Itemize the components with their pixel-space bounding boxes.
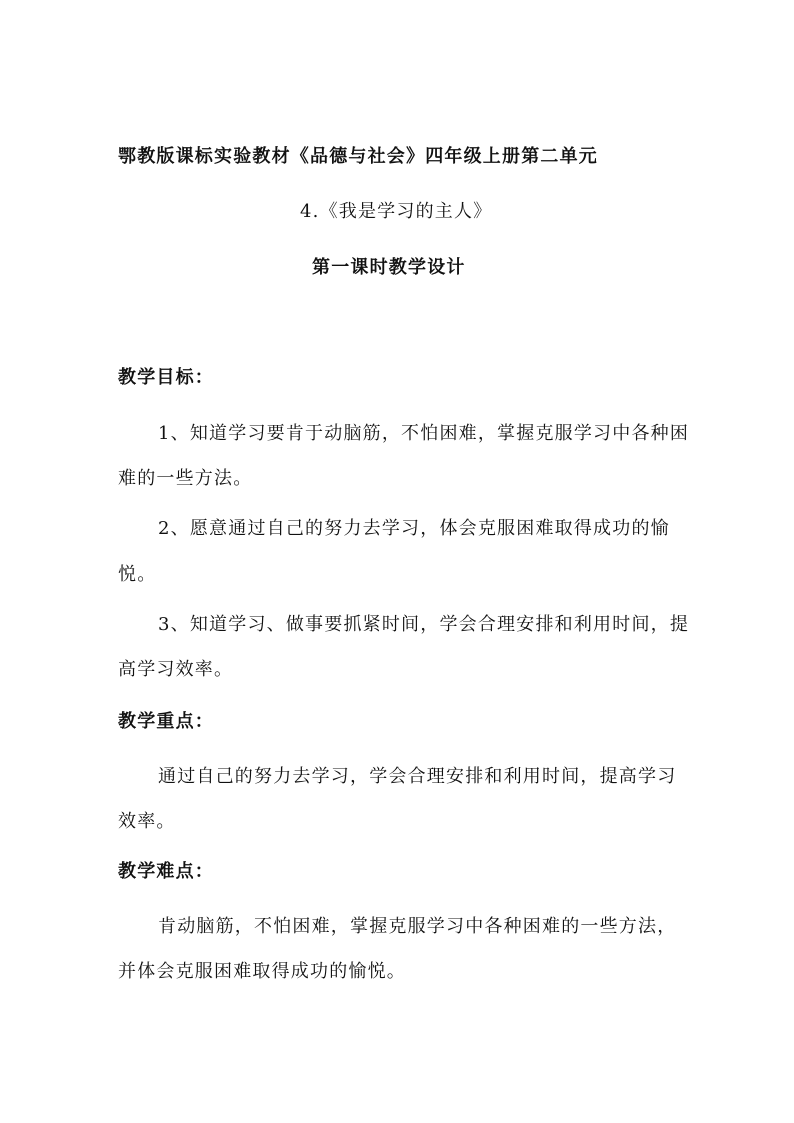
goal-item-3-line-2: 高学习效率。 xyxy=(118,659,234,680)
goal-item-3-line-1: 3、知道学习、做事要抓紧时间，学会合理安排和利用时间，提 xyxy=(158,614,690,635)
difficulties-line-2: 并体会克服困难取得成功的愉悦。 xyxy=(118,961,406,982)
difficulties-line-1: 肯动脑筋，不怕困难，掌握克服学习中各种困难的一些方法， xyxy=(158,916,677,937)
difficulties-heading: 教学难点： xyxy=(118,861,214,882)
goal-item-1-line-1: 1、知道学习要肯于动脑筋，不怕困难，掌握克服学习中各种困 xyxy=(158,423,690,444)
lesson-title: 4.《我是学习的主人》 xyxy=(300,201,493,222)
goal-item-2-line-2: 悦。 xyxy=(118,564,157,585)
key-points-line-2: 效率。 xyxy=(118,811,176,832)
goal-item-2-line-1: 2、愿意通过自己的努力去学习，体会克服困难取得成功的愉 xyxy=(158,518,670,539)
goals-heading: 教学目标： xyxy=(118,367,214,388)
key-points-heading: 教学重点： xyxy=(118,711,214,732)
goal-item-1-line-2: 难的一些方法。 xyxy=(118,468,253,489)
lesson-subtitle: 第一课时教学设计 xyxy=(312,257,466,278)
document-header: 鄂教版课标实验教材《品德与社会》四年级上册第二单元 xyxy=(118,146,598,167)
key-points-line-1: 通过自己的努力去学习，学会合理安排和利用时间，提高学习 xyxy=(158,766,677,787)
